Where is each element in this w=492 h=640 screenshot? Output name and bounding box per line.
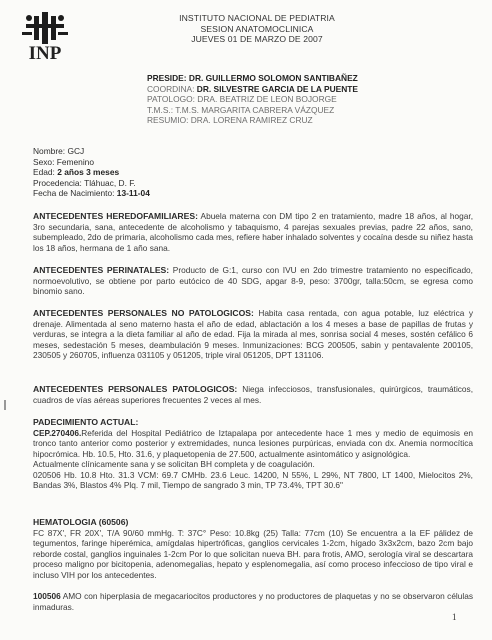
section-title: ANTECEDENTES PERINATALES:: [33, 265, 170, 275]
amo-date: 100506: [33, 591, 61, 601]
officials-list: [147, 73, 358, 126]
patient-birthdate: Fecha de Nacimiento: 13-11-04: [33, 188, 150, 199]
section-body: FC 87X', FR 20X', T/A 90/60 mmHg. T: 37C° Peso: 10.8kg (25) Talla: 77cm (10) Se encuentra a la EF pálidez de tegumentos, faringe hiperémica, amígdalas hipertróficas, ganglios cervicales 1-2cm, hígado 3x3x2cm, bazo 2cm bajo reborde costal, ganglios inguinales 1-2cm Por lo que solicitan nueva BH. para frotis, AMO, serología viral se descartara proceso maligno por bicitopenia, adenomegalias, hepato y esplenomegalia, así como proceso infeccioso de tipo viral e incluso VIH por los antecedentes.: [33, 527, 473, 580]
patient-age: Edad: 2 años 3 meses: [33, 167, 120, 178]
section-title: HEMATOLOGIA (60506): [33, 517, 129, 527]
session-name: SESION ANATOMOCLINICA: [200, 23, 314, 34]
official-preside: PRESIDE: DR. GUILLERMO SOLOMON SANTIBAÑEZ: [147, 73, 358, 83]
institute-name: INSTITUTO NACIONAL DE PEDIATRIA: [179, 13, 335, 23]
patient-info: [33, 146, 150, 199]
padecimiento-labs: 020506 Hb. 10.8 Hto. 31.3 VCM: 69.7 CMHb. 23.6 Leuc. 14200, N 55%, L 29%, NT 7800, LT 1400, Mielocitos 2%, Bandas 3%, Blastos 4% Plq. 7 mil, Tiempo de sangrado 3 min, TP 73.4%, TPT 30.6": [33, 469, 473, 490]
cep-label: CEP.270406.: [33, 427, 82, 438]
cep-text: Referida del Hospital Pediátrico de Iztapalapa por antecedente hace 1 mes y medio de equimosis en tronco tanto anterior como posterior y extremidades, nunca lesiones purpúricas, enviada con dx. Anemia normocítica hipocrómica. Hb. 10.5, Hto. 31.6, y plaquetopenia de 27.500, actualmente asintomático y asignológica.: [33, 427, 473, 459]
padecimiento-line2: Actualmente clínicamente sana y se solicitan BH completa y de coagulación.: [33, 459, 315, 469]
scan-artifact: [4, 400, 6, 410]
patient-name: Nombre: GCJ: [33, 146, 85, 156]
patient-origin: Procedencia: Tláhuac, D. F.: [33, 177, 136, 188]
inp-logo: [20, 10, 70, 66]
patient-sex: Sexo: Femenino: [33, 156, 94, 167]
official-tms: T.M.S.: T.M.S. MARGARITA CABRERA VÁZQUEZ: [147, 104, 335, 115]
official-coordina: COORDINA: DR. SILVESTRE GARCIA DE LA PUENTE: [147, 83, 358, 94]
official-patologo: PATOLOGO: DRA. BEATRIZ DE LEON BOJORGE: [147, 94, 337, 105]
section-heredofamiliares: [33, 211, 473, 253]
section-title: ANTECEDENTES PERSONALES PATOLOGICOS:: [33, 384, 238, 394]
section-amo: [33, 591, 473, 612]
section-body: Habita casa rentada, con agua potable, luz eléctrica y drenaje. Alimentada al seno materno hasta el año de edad, ablactación a los 4 meses a base de papillas de frutas y verduras, se integra a la dieta familiar al año de edad. Fija la mirada al mes, sonrisa social 4 meses, sostén cefálico 6 meses, sedestación 5 meses, deambulación 9 meses. Inmunizaciones: BCG 200505, sabin y pentavalente 200105, 230505 y 260705, influenza 031105 y 051205, triple viral 051205, DPT 131106.: [33, 308, 473, 360]
section-perinatales: [33, 265, 473, 297]
official-resumio: RESUMIO: DRA. LORENA RAMIREZ CRUZ: [147, 115, 313, 126]
logo-text: INP: [28, 43, 62, 64]
section-title: PADECIMIENTO ACTUAL:: [33, 417, 139, 427]
session-date: JUEVES 01 DE MARZO DE 2007: [191, 34, 323, 44]
section-padecimiento: [33, 417, 473, 491]
section-title: ANTECEDENTES HEREDOFAMILIARES:: [33, 211, 198, 221]
inp-emblem-icon: [20, 10, 70, 46]
section-body: Abuela materna con DM tipo 2 en tratamiento, madre 18 años, al hogar, 3ro secundaria, sana, antecedente de alcoholismo y tabaquismo, 4 parejas sexuales previas, padre 22 años, sano, subempleado, 2do de primaria, alcoholismo cada mes, refiere haber inhalado solventes y cocaína desde su niñez hasta los 18 años, hermana de 1 año sana.: [33, 211, 473, 253]
page-number: 1: [452, 612, 457, 622]
section-patologicos: [33, 384, 473, 405]
section-hematologia: [33, 517, 473, 580]
section-body: Producto de G:1, curso con IVU en 2do trimestre tratamiento no especificado, normoevolutivo, se obtiene por parto eutócico de 40 SDG, apgar 8-9, peso: 3700gr, talla:50cm, se egresa como binomio sano.: [33, 265, 473, 296]
section-title: ANTECEDENTES PERSONALES NO PATOLOGICOS:: [33, 308, 254, 318]
section-body: Niega infecciosos, transfusionales, quirúrgicos, traumáticos, cuadros de vías aéreas superiores frecuentes 2 veces al mes.: [33, 384, 473, 405]
section-no-patologicos: [33, 308, 473, 361]
amo-text: AMO con hiperplasia de megacariocitos productores y no productores de plaquetas y no se observaron células inmaduras.: [33, 591, 473, 612]
document-header: [152, 13, 362, 45]
